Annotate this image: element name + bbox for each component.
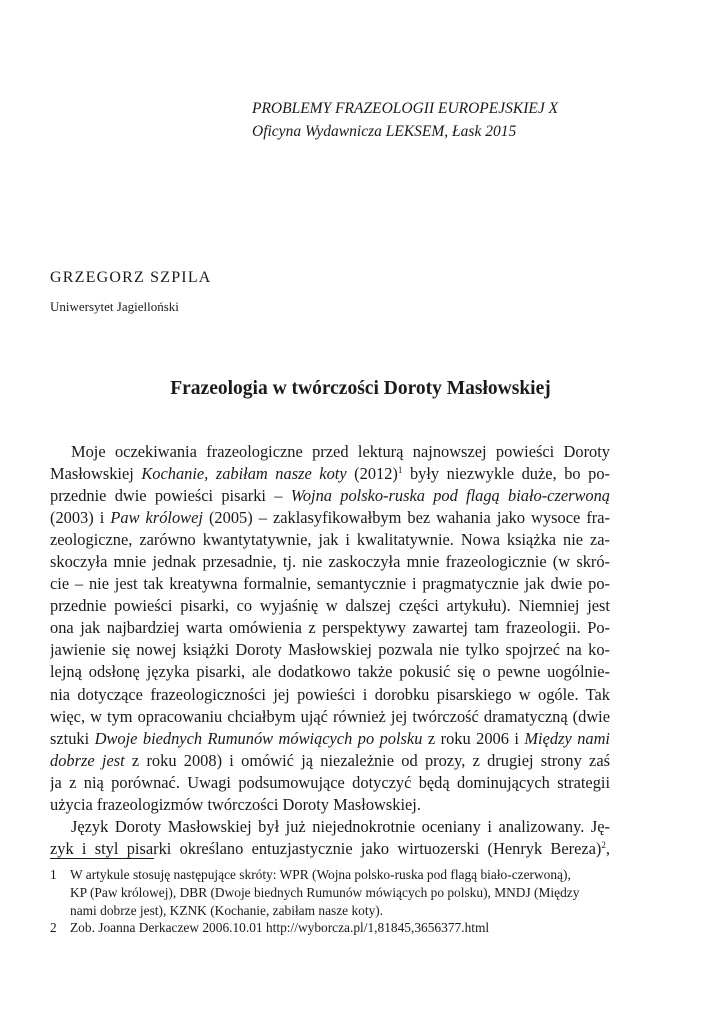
paragraph-line: Język Doroty Masłowskiej był już niejednokrotnie oceniany i analizowany. Ję- (71, 816, 610, 836)
paragraph-line: przednie dwie powieści pisarki – Wojna polsko-ruska pod flagą biało-czerwoną (50, 486, 610, 506)
body-text (50, 441, 610, 860)
footnote-line: KP (Paw królowej), DBR (Dwoje biednych Rumunów mówiących po polsku), MNDJ (Między (70, 884, 580, 900)
paragraph-line: ja z nią porównać. Uwagi podsumowujące dotyczyć będą dominujących strategii (50, 772, 610, 792)
article-title: Frazeologia w twórczości Doroty Masłowskiej (170, 378, 551, 399)
paragraph-line: więc, w tym opracowaniu chciałbym ująć również jej twórczość dramatyczną (dwie (50, 706, 610, 726)
footnote-number: 2 (50, 920, 57, 936)
paragraph-line: ona jak najbardziej warta omówienia z perspektywy zawartej tam frazeologii. Po- (50, 618, 610, 638)
footnote (50, 919, 615, 937)
publisher-line: Oficyna Wydawnicza LEKSEM, Łask 2015 (252, 123, 517, 140)
paragraph-line: zyk i styl pisarki określano entuzjastycznie jako wirtuozerski (Henryk Bereza)$^2$, (50, 838, 610, 858)
paragraph-line: Moje oczekiwania frazeologiczne przed lekturą najnowszej powieści Doroty (71, 442, 610, 461)
footnote-number: 1 (50, 867, 57, 882)
paragraph-line: sztuki Dwoje biednych Rumunów mówiących po polsku z roku 2006 i Między nami (50, 728, 610, 748)
paragraph-line: użycia frazeologizmów twórczości Doroty Masłowskiej. (50, 794, 421, 814)
paragraph-line: skoczyła mnie jednak przesadnie, tj. nie zaskoczyła mnie frazeologicznie (w skró- (50, 552, 610, 572)
footnote (50, 866, 615, 919)
paragraph-line: cie – nie jest tak kreatywna formalnie, semantycznie i pragmatycznie jak dwie po- (50, 574, 610, 594)
footnote-separator (50, 858, 154, 859)
footnote-line: W artykule stosuję następujące skróty: WPR (Wojna polsko-ruska pod flagą biało-czerwoną), (70, 867, 571, 882)
paragraph-line: jawienie się nowej książki Doroty Masłowskiej pozwala nie tylko spojrzeć na ko- (50, 640, 610, 660)
series-title: PROBLEMY FRAZEOLOGII EUROPEJSKIEJ X (252, 100, 559, 117)
paragraph-line: dobrze jest z roku 2008) i omówić ją niezależnie od prozy, z drugiej strony zaś (50, 750, 610, 770)
author-affiliation: Uniwersytet Jagielloński (50, 299, 179, 314)
running-header (252, 97, 558, 143)
footnotes (50, 866, 615, 937)
paragraph-line: przednie powieści pisarki, co wyjaśnię w dalszej części artykułu). Niemniej jest (50, 596, 610, 616)
author-name: GRZEGORZ SZPILA (50, 269, 212, 286)
footnote-line: Zob. Joanna Derkaczew 2006.10.01 http://wyborcza.pl/1,81845,3656377.html (70, 920, 490, 936)
paragraph-line: zeologiczne, zarówno kwantytatywnie, jak i kwalitatywnie. Nowa książka nie za- (50, 530, 610, 550)
paragraph-line: (2003) i Paw królowej (2005) – zaklasyfikowałbym bez wahania jako wysoce fra- (50, 508, 610, 528)
paragraph-line: Masłowskiej Kochanie, zabiłam nasze koty $(2012)^1$ były niezwykle duże, bo po- (50, 464, 610, 484)
paragraph-line: lejną odsłonę języka pisarki, ale dodatkowo także pokusić się o pewne uogólnie- (50, 662, 610, 682)
footnote-line: nami dobrze jest), KZNK (Kochanie, zabiłam nasze koty). (70, 902, 384, 918)
footnote-ref: 2 (601, 839, 606, 850)
footnote-ref: 1 (397, 465, 403, 476)
paragraph-line: nia dotyczące frazeologiczności jej powieści i dorobku pisarskiego w ogóle. Tak (50, 684, 610, 704)
